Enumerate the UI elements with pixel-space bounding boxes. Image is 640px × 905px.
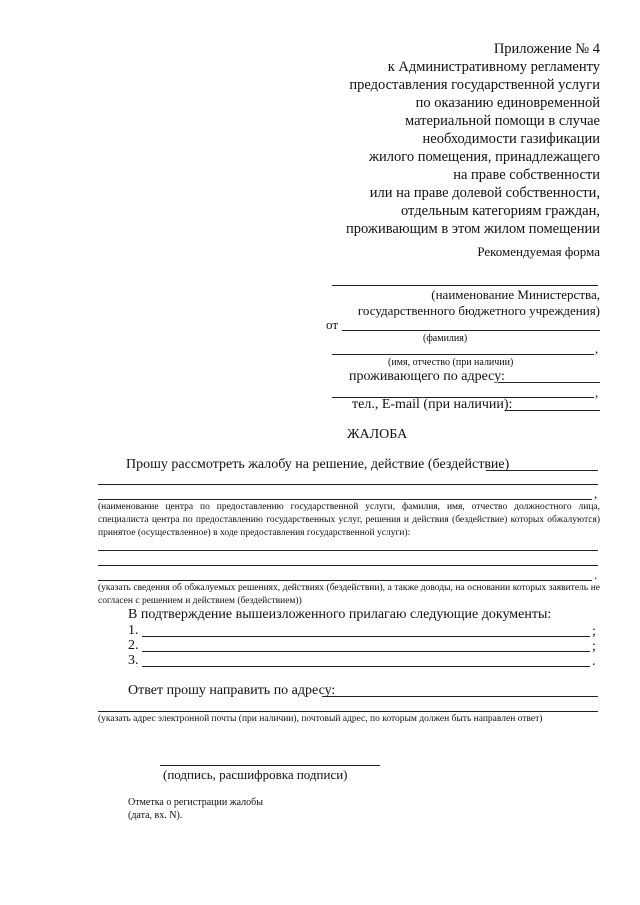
doc-end: ; — [592, 639, 596, 654]
doc-number: 1. — [128, 623, 139, 638]
surname-caption: (фамилия) — [423, 333, 468, 344]
fill-line[interactable] — [98, 550, 598, 551]
comma: , — [595, 341, 599, 356]
surname-line[interactable] — [342, 330, 600, 331]
doc-line[interactable] — [142, 666, 590, 667]
reply-address-line[interactable] — [322, 696, 598, 697]
phone-label: тел., E-mail (при наличии): — [352, 397, 513, 412]
phone-line[interactable] — [505, 410, 600, 411]
name-caption: (имя, отчество (при наличии) — [388, 357, 514, 368]
ministry-line[interactable] — [332, 285, 598, 286]
doc-end: . — [592, 654, 596, 669]
from-label: от — [326, 317, 339, 332]
reply-text: Ответ прошу направить по адресу: — [128, 683, 336, 698]
header-line: проживающим в этом жилом помещении — [346, 221, 600, 237]
fill-line[interactable] — [98, 580, 592, 581]
ministry-caption: государственного бюджетного учреждения) — [357, 303, 600, 318]
header-line: предоставления государственной услуги — [349, 77, 600, 93]
ministry-caption: (наименование Министерства, — [431, 287, 600, 302]
doc-number: 2. — [128, 638, 139, 653]
header-line: на праве собственности — [453, 167, 600, 183]
note-reply: (указать адрес электронной почты (при наличии), почтовый адрес, по которым должен быть направлен ответ) — [98, 714, 543, 724]
doc-number: 3. — [128, 653, 139, 668]
header-line: по оказанию единовременной — [415, 95, 600, 111]
fill-line[interactable] — [98, 499, 592, 500]
header-line: материальной помощи в случае — [405, 113, 600, 129]
request-line[interactable] — [486, 470, 598, 471]
reply-address-line-2[interactable] — [98, 711, 598, 712]
form-note: Рекомендуемая форма — [477, 244, 600, 259]
header-line: необходимости газификации — [422, 131, 600, 147]
signature-line[interactable] — [160, 765, 380, 766]
fill-line[interactable] — [98, 484, 598, 485]
note-subject: (наименование центра по предоставлению государственной услуги, фамилия, имя, отчество должностного лица, специалиста центра по предоставлению государственных услуг, решения и действия (бездействие) которых обжалуются) принятое (осуществленное) в ходе предоставления государственной услуги): — [98, 502, 600, 538]
fill-line[interactable] — [98, 565, 598, 566]
comma: , — [594, 486, 598, 501]
comma: , — [595, 385, 599, 400]
request-text: Прошу рассмотреть жалобу на решение, действие (бездействие) — [126, 457, 510, 472]
header-line: или на праве долевой собственности, — [369, 185, 600, 201]
header-line: Приложение № 4 — [493, 41, 600, 57]
header-line: отдельным категориям граждан, — [401, 203, 600, 219]
doc-line[interactable] — [142, 636, 590, 637]
confirm-text: В подтверждение вышеизложенного прилагаю следующие документы: — [128, 607, 552, 622]
address-label: проживающего по адресу: — [349, 369, 505, 384]
header-line: жилого помещения, принадлежащего — [368, 149, 600, 165]
doc-line[interactable] — [142, 651, 590, 652]
name-line[interactable] — [332, 354, 594, 355]
address-line[interactable] — [498, 382, 600, 383]
signature-caption: (подпись, расшифровка подписи) — [163, 767, 348, 782]
header-line: к Административному регламенту — [387, 59, 600, 75]
doc-end: ; — [592, 624, 596, 639]
registration-date: (дата, вх. N). — [128, 810, 183, 821]
registration-mark: Отметка о регистрации жалобы — [128, 797, 263, 808]
document-title: ЖАЛОБА — [347, 427, 408, 442]
note-reasons: (указать сведения об обжалуемых решениях, действиях (бездействии), а также доводы, на основании которых заявитель не согласен с решением и действием (бездействием)) — [98, 583, 600, 606]
period: . — [594, 567, 598, 582]
